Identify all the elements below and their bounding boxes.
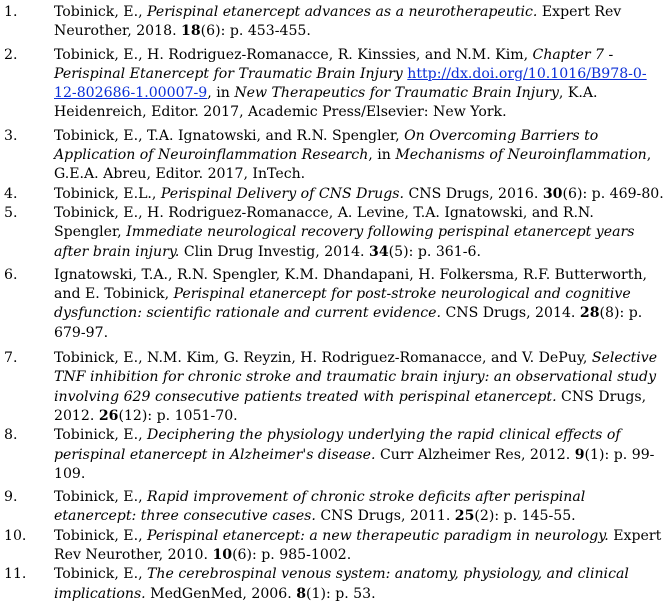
reference-source: CNS Drugs, 2016. [403, 185, 543, 202]
reference-text [54, 127, 665, 185]
reference-number: 7. [4, 350, 18, 367]
reference-source: MedGenMed, 2006. [145, 585, 297, 602]
reference-text [54, 46, 665, 123]
reference-source: Curr Alzheimer Res, 2012. [375, 446, 575, 463]
reference-number: 10. [4, 527, 27, 544]
reference-volume: 8 [296, 585, 306, 602]
reference-volume: 9 [574, 446, 585, 463]
doi-link[interactable]: http://dx.doi.org/10.1016/B978-0-12-802686-1.00007-9 [54, 65, 647, 102]
reference-volume: 10 [212, 547, 233, 564]
reference-volume: 26 [98, 407, 119, 424]
reference-number: 6. [4, 266, 18, 283]
reference-text [54, 3, 665, 42]
reference-pages: (1): p. 53. [306, 585, 376, 602]
reference-title: Perispinal etanercept: a new therapeutic paradigm in neurology. [147, 527, 609, 544]
reference-pages: (6): p. 453-455. [200, 23, 311, 40]
reference-title: Rapid improvement of chronic stroke deficits after perispinal etanercept: three consecutive cases. [54, 489, 586, 525]
reference-volume: 28 [579, 305, 600, 322]
reference-authors: Tobinick, E., [54, 566, 148, 583]
reference-item-9 [4, 488, 665, 527]
reference-text [54, 426, 665, 484]
reference-item-4 [4, 185, 665, 204]
reference-connector: , in [368, 147, 396, 164]
reference-title: On Overcoming Barriers to Application of Neuroinflammation Research [54, 127, 599, 164]
reference-authors: Tobinick, E., N.M. Kim, G. Reyzin, H. Rodriguez-Romanacce, and V. DePuy, [54, 350, 592, 367]
reference-authors: Tobinick, E., [54, 489, 148, 506]
reference-title: Perispinal etanercept for post-stroke neurological and cognitive dysfunction: scientific rationale and current evidence. [54, 286, 631, 322]
reference-volume: 34 [369, 243, 389, 260]
reference-pages: (8): p. 679-97. [54, 305, 643, 341]
reference-pages: (12): p. 1051-70. [118, 407, 238, 424]
reference-source: CNS Drugs, 2014. [441, 305, 580, 322]
reference-title: Perispinal Delivery of CNS Drugs. [160, 185, 404, 202]
reference-title: Immediate neurological recovery following perispinal etanercept years after brain injury. [54, 224, 635, 260]
reference-volume: 25 [454, 508, 475, 525]
reference-authors: Tobinick, E., [54, 527, 148, 544]
reference-pages: (1): p. 99-109. [54, 446, 655, 482]
reference-authors: Ignatowski, T.A., R.N. Spengler, K.M. Dhandapani, H. Folkersma, R.F. Butterworth, and E. Tobinick, [54, 266, 648, 303]
reference-book-title: New Therapeutics for Traumatic Brain Injury [234, 85, 559, 102]
reference-item-1 [4, 3, 665, 42]
reference-text [54, 204, 665, 262]
reference-title: Deciphering the physiology underlying the rapid clinical effects of perispinal etanercept in Alzheimer's disease. [54, 427, 621, 463]
reference-volume: 30 [542, 185, 563, 202]
reference-title: The cerebrospinal venous system: anatomy, physiology, and clinical implications. [54, 566, 629, 602]
reference-item-5 [4, 204, 665, 262]
reference-book-title: Mechanisms of Neuroinflammation [395, 147, 647, 164]
reference-title: Selective TNF inhibition for chronic stroke and traumatic brain injury: an observational study involving 629 consecutive patients treated with perispinal etanercept. [54, 350, 658, 405]
reference-pages: (5): p. 361-6. [388, 243, 481, 260]
reference-number: 4. [4, 185, 18, 202]
reference-item-10 [4, 527, 665, 566]
reference-item-2 [4, 46, 665, 123]
reference-number: 8. [4, 427, 18, 444]
reference-item-7 [4, 349, 665, 426]
reference-title: Perispinal etanercept advances as a neurotherapeutic. [147, 4, 538, 20]
reference-pages: (6): p. 469-80. [562, 185, 664, 202]
reference-authors: Tobinick, E., T.A. Ignatowski, and R.N. Spengler, [54, 127, 405, 144]
reference-number: 1. [4, 4, 18, 20]
reference-volume: 18 [181, 23, 201, 40]
reference-connector: , in [207, 85, 235, 102]
reference-text [54, 349, 665, 426]
reference-pages: (6): p. 985-1002. [232, 547, 352, 564]
reference-title: Chapter 7 - Perispinal Etanercept for Traumatic Brain Injury [54, 46, 614, 82]
reference-authors: Tobinick, E.L., [54, 185, 161, 202]
reference-authors: Tobinick, E., [54, 4, 148, 20]
reference-number: 5. [4, 204, 18, 221]
reference-number: 11. [4, 566, 27, 583]
reference-number: 2. [4, 46, 18, 63]
reference-item-3 [4, 127, 665, 185]
reference-authors: Tobinick, E., H. Rodriguez-Romanacce, A. Levine, T.A. Ignatowski, and R.N. Spengler, [54, 204, 594, 241]
reference-number: 3. [4, 127, 18, 144]
reference-source: CNS Drugs, 2011. [315, 508, 455, 525]
reference-item-8 [4, 426, 665, 484]
reference-text [54, 565, 665, 604]
reference-text [54, 488, 665, 527]
reference-item-11 [4, 565, 665, 604]
reference-text [54, 185, 665, 204]
reference-text [54, 266, 665, 343]
reference-publisher: , G.E.A. Abreu, Editor. 2017, InTech. [54, 147, 652, 183]
reference-authors: Tobinick, E., H. Rodriguez-Romanacce, R. Kinssies, and N.M. Kim, [54, 46, 533, 63]
reference-source: Expert Rev Neurother, 2010. [54, 527, 662, 564]
reference-source: Expert Rev Neurother, 2018. [54, 4, 622, 40]
reference-pages: (2): p. 145-55. [474, 508, 576, 525]
reference-authors: Tobinick, E., [54, 427, 148, 444]
reference-text [54, 527, 665, 566]
reference-number: 9. [4, 489, 18, 506]
reference-source: CNS Drugs, 2012. [54, 388, 647, 424]
reference-source: Clin Drug Investig, 2014. [179, 243, 370, 260]
reference-publisher: , K.A. Heidenreich, Editor. 2017, Academic Press/Elsevier: New York. [54, 85, 598, 121]
reference-item-6 [4, 266, 665, 343]
